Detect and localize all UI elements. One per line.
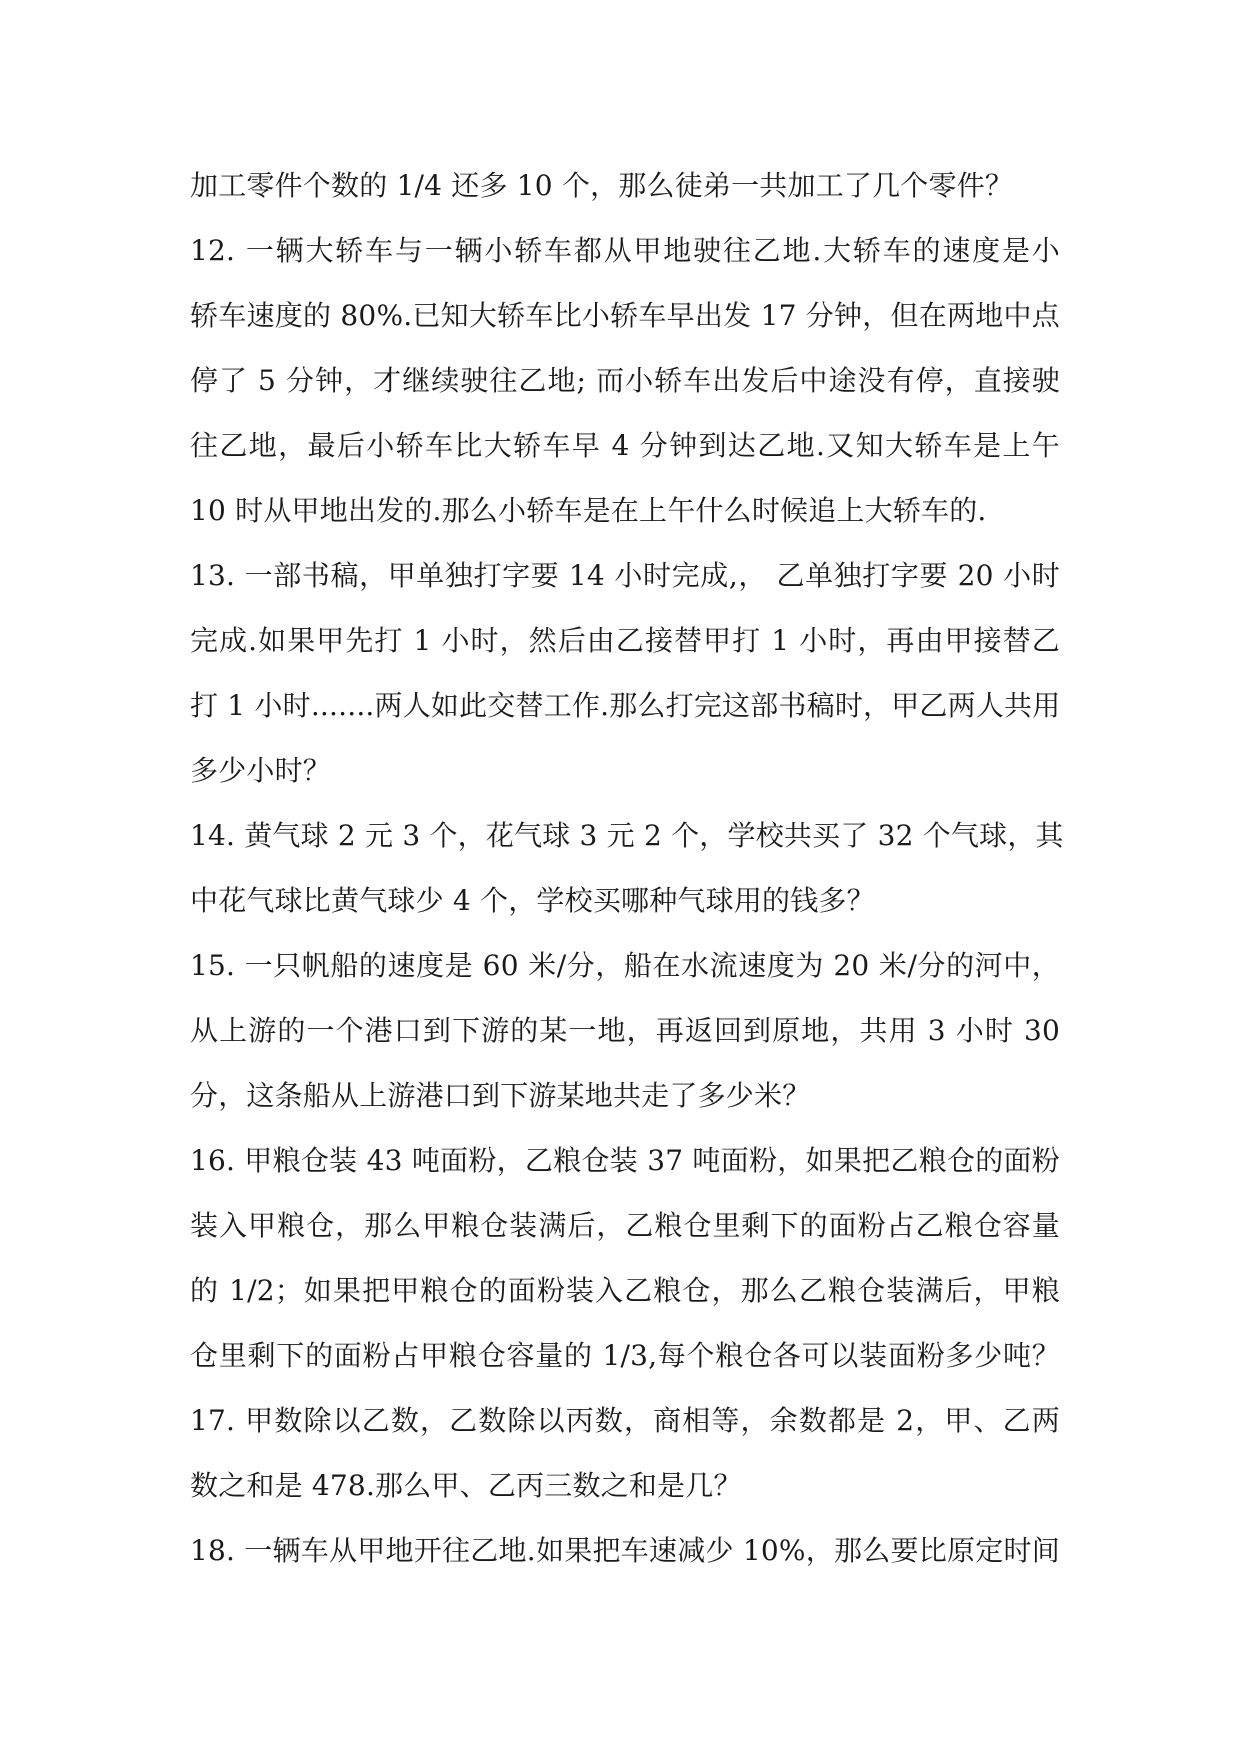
text-line-problem-17: 17. 甲数除以乙数，乙数除以丙数，商相等，余数都是 2，甲、乙两 — [190, 1404, 1060, 1437]
text-line-problem-14: 14. 黄气球 2 元 3 个，花气球 3 元 2 个，学校共买了 32 个气球，其 — [190, 819, 1064, 852]
text-line-problem-13: 13. 一部书稿，甲单独打字要 14 小时完成,， 乙单独打字要 20 小时 — [190, 559, 1060, 592]
text-line: 的 1/2；如果把甲粮仓的面粉装入乙粮仓，那么乙粮仓装满后，甲粮 — [190, 1274, 1060, 1307]
text-line: 停了 5 分钟，才继续驶往乙地; 而小轿车出发后中途没有停，直接驶 — [190, 364, 1060, 397]
text-line-problem-12: 12. 一辆大轿车与一辆小轿车都从甲地驶往乙地.大轿车的速度是小 — [190, 234, 1060, 267]
text-line-problem-18: 18. 一辆车从甲地开往乙地.如果把车速减少 10%，那么要比原定时间 — [190, 1534, 1060, 1567]
text-line-problem-16: 16. 甲粮仓装 43 吨面粉，乙粮仓装 37 吨面粉，如果把乙粮仓的面粉 — [190, 1144, 1060, 1177]
text-line: 多少小时？ — [190, 754, 332, 787]
text-line: 往乙地，最后小轿车比大轿车早 4 分钟到达乙地.又知大轿车是上午 — [190, 429, 1060, 462]
text-line: 装入甲粮仓，那么甲粮仓装满后，乙粮仓里剩下的面粉占乙粮仓容量 — [190, 1209, 1060, 1242]
text-line: 中花气球比黄气球少 4 个，学校买哪种气球用的钱多？ — [190, 884, 875, 917]
text-line: 仓里剩下的面粉占甲粮仓容量的 1/3,每个粮仓各可以装面粉多少吨？ — [190, 1339, 1060, 1372]
text-line-problem-15: 15. 一只帆船的速度是 60 米/分，船在水流速度为 20 米/分的河中， — [190, 949, 1060, 982]
text-line: 打 1 小时.......两人如此交替工作.那么打完这部书稿时，甲乙两人共用 — [190, 689, 1061, 722]
text-line: 轿车速度的 80%.已知大轿车比小轿车早出发 17 分钟，但在两地中点 — [190, 299, 1060, 332]
text-line: 分，这条船从上游港口到下游某地共走了多少米？ — [190, 1079, 811, 1112]
text-line: 完成.如果甲先打 1 小时，然后由乙接替甲打 1 小时，再由甲接替乙 — [190, 624, 1060, 657]
text-line: 从上游的一个港口到下游的某一地，再返回到原地，共用 3 小时 30 — [190, 1014, 1060, 1047]
text-line: 10 时从甲地出发的.那么小轿车是在上午什么时候追上大轿车的. — [190, 494, 987, 527]
text-line: 数之和是 478.那么甲、乙丙三数之和是几？ — [190, 1469, 742, 1502]
text-line: 加工零件个数的 1/4 还多 10 个，那么徒弟一共加工了几个零件？ — [190, 169, 1014, 202]
